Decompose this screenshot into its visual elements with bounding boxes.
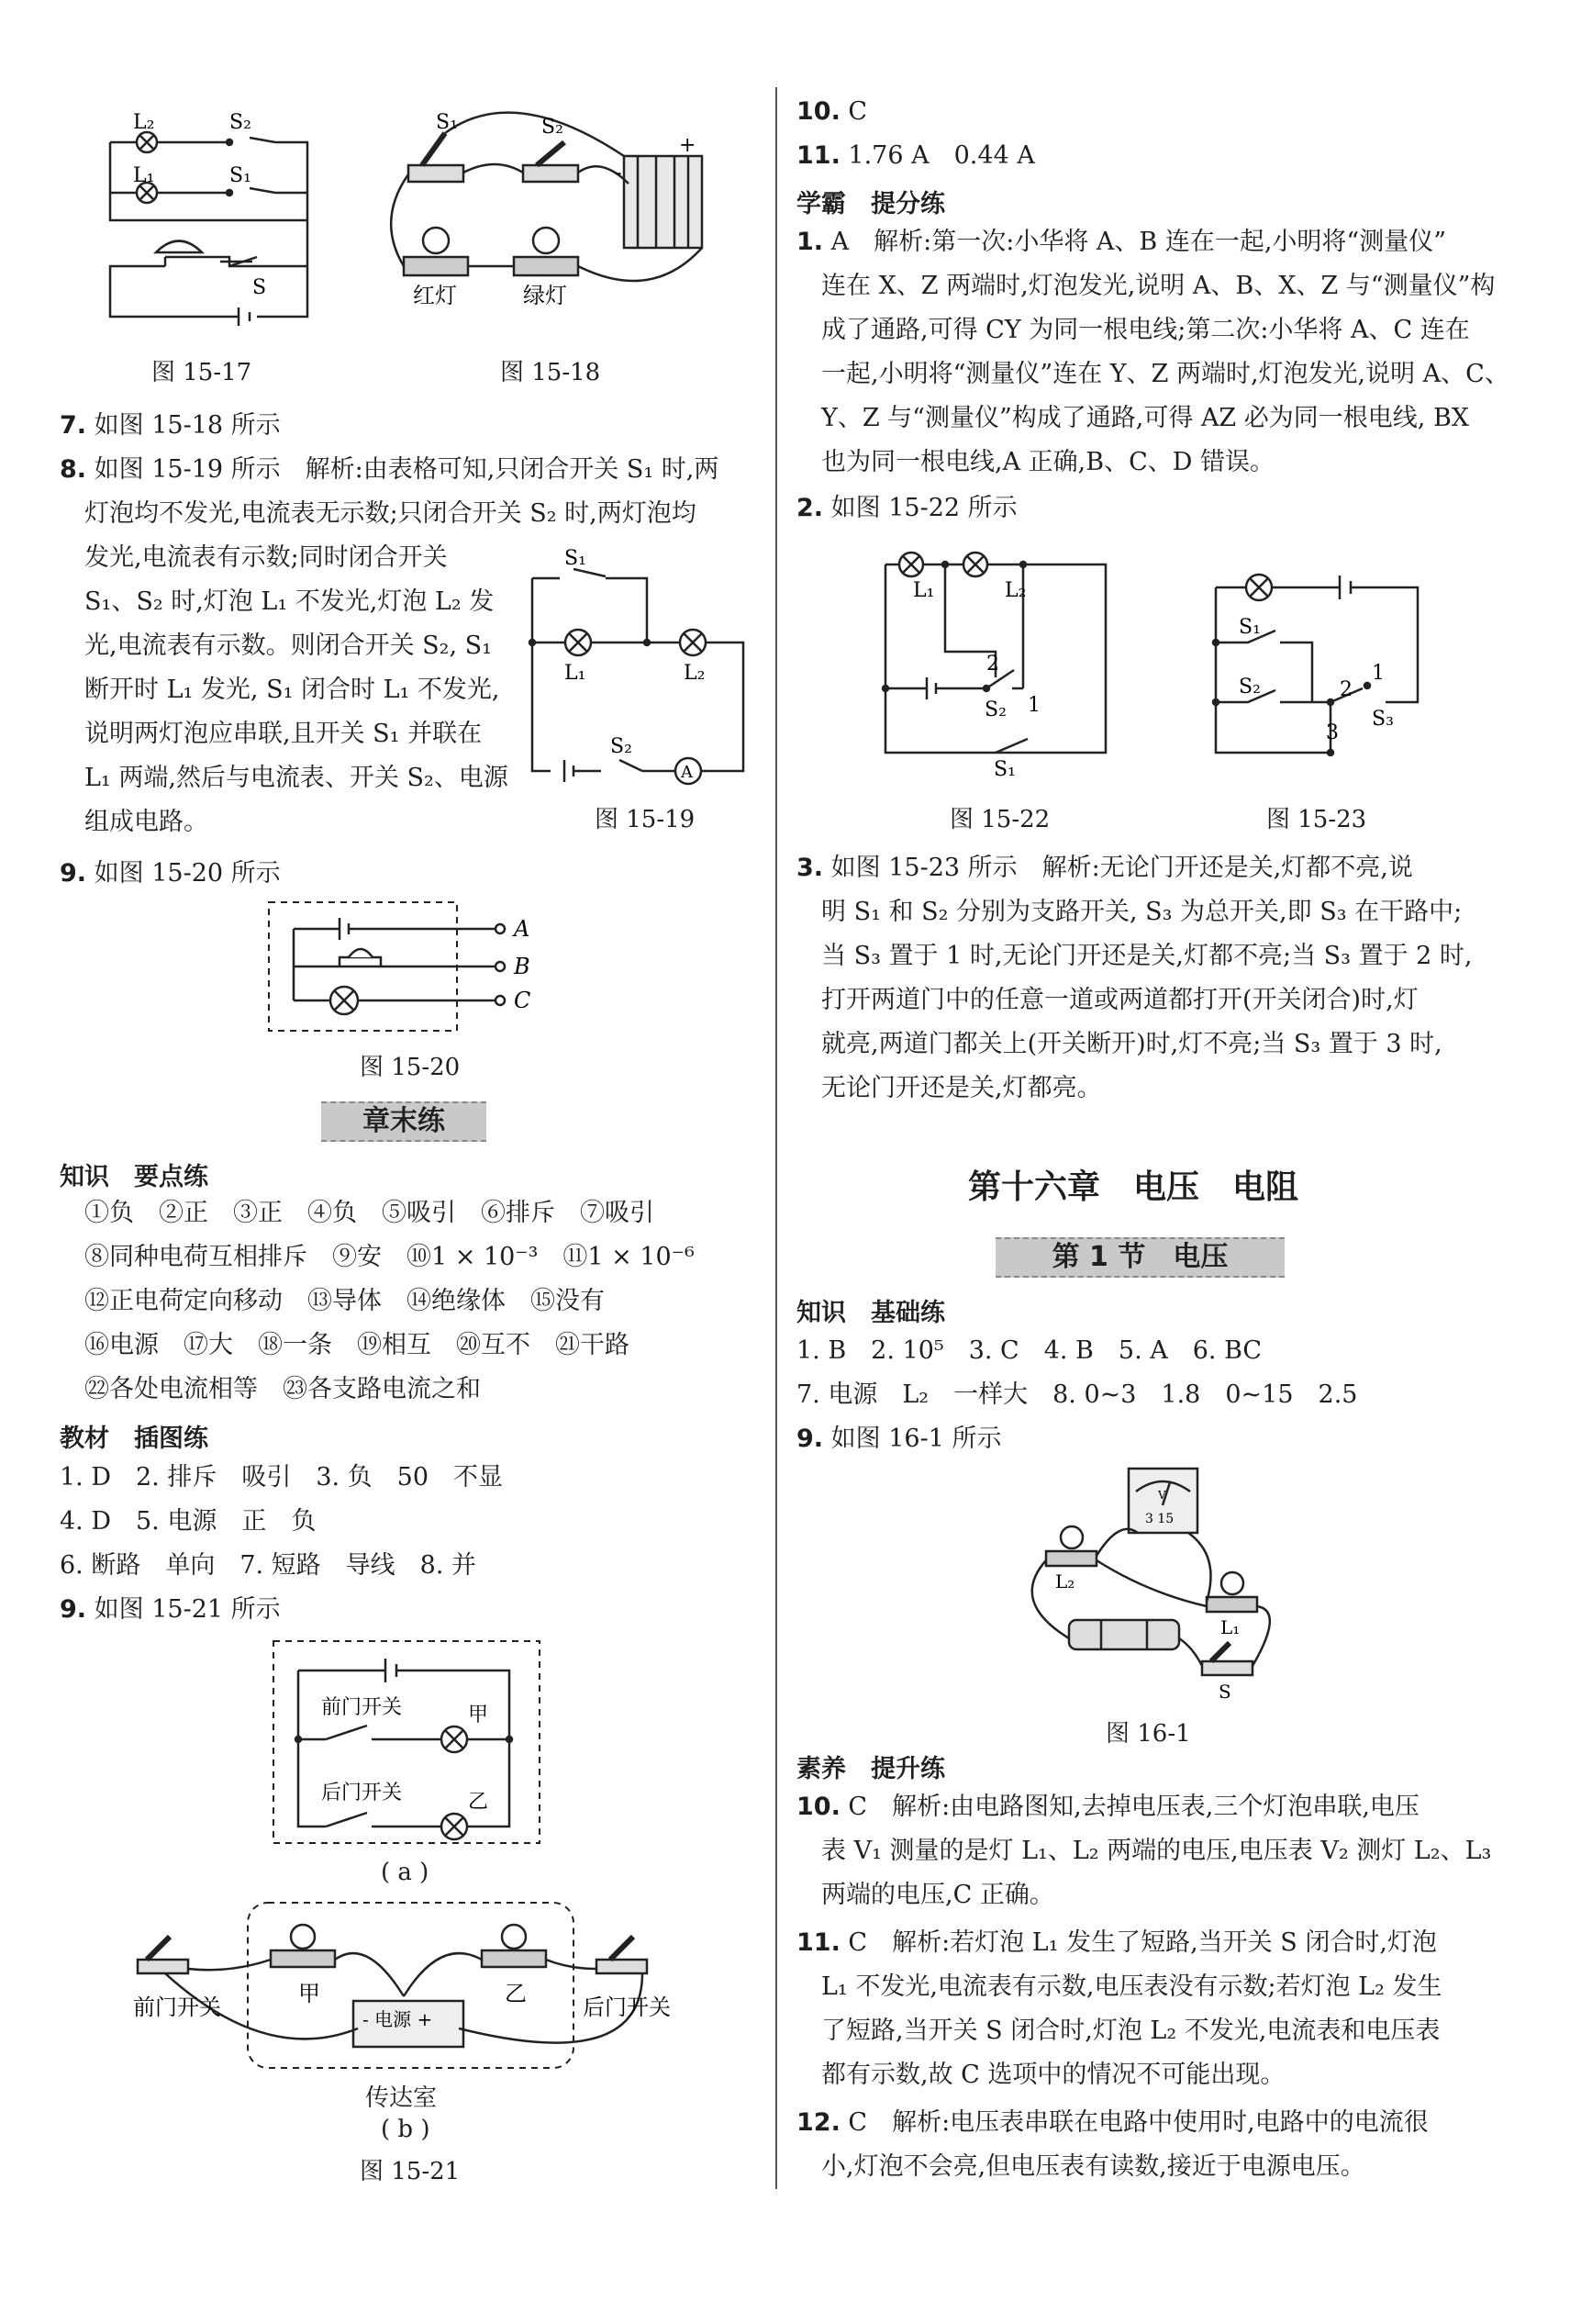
answer-r1-line: 也为同一根电线,A 正确,B、C、D 错误。 bbox=[821, 448, 1275, 476]
fig161-l2: L₂ bbox=[1055, 1570, 1075, 1592]
caption-15-21b-room: 传达室 bbox=[365, 2084, 438, 2112]
knowledge-line: ㉒各处电流相等 ㉓各支路电流之和 bbox=[84, 1375, 481, 1403]
answer-r1-line: 一起,小明将“测量仪”连在 Y、Z 两端时,灯泡发光,说明 A、C、 bbox=[821, 360, 1509, 388]
section-banner: 第 1 节 电压 bbox=[996, 1237, 1285, 1278]
answer-r3-line: 明 S₁ 和 S₂ 分别为支路开关, S₃ 为总开关,即 S₃ 在干路中; bbox=[821, 898, 1463, 926]
answer-r12-line: 小,灯泡不会亮,但电压表有读数,接近于电源电压。 bbox=[821, 2152, 1365, 2181]
answer-r12-first: 12. C 解析:电压表串联在电路中使用时,电路中的电流很 bbox=[796, 2108, 1429, 2137]
fig1517-s: S bbox=[252, 276, 267, 299]
fig1518-green: 绿灯 bbox=[523, 283, 567, 308]
figure-16-1-circuit bbox=[1009, 1464, 1285, 1707]
svg-text:+: + bbox=[679, 134, 696, 157]
fig1519-s1: S₁ bbox=[564, 547, 586, 570]
answer-r10-first: 10. C 解析:由电路图知,去掉电压表,三个灯泡串联,电压 bbox=[796, 1793, 1420, 1821]
textbook-line: 1. D 2. 排斥 吸引 3. 负 50 不显 bbox=[60, 1463, 504, 1492]
answer-11: 11. 1.76 A 0.44 A bbox=[796, 141, 1035, 170]
answer-8-first: 8. 如图 15-19 所示 解析:由表格可知,只闭合开关 S₁ 时,两 bbox=[60, 455, 719, 484]
basic-line: 7. 电源 L₂ 一样大 8. 0~3 1.8 0~15 2.5 bbox=[796, 1380, 1358, 1409]
figure-15-17-circuit bbox=[92, 101, 330, 340]
knowledge-line: ⑧同种电荷互相排斥 ⑨安 ⑩1 × 10⁻³ ⑪1 × 10⁻⁶ bbox=[84, 1243, 695, 1271]
caption-15-21a: ( a ) bbox=[381, 1859, 429, 1886]
answer-r11-first: 11. C 解析:若灯泡 L₁ 发生了短路,当开关 S 闭合时,灯泡 bbox=[796, 1928, 1437, 1957]
chapter-review-banner: 章末练 bbox=[321, 1101, 486, 1142]
answer-r2: 2. 如图 15-22 所示 bbox=[796, 494, 1018, 522]
fig1522-one: 1 bbox=[1028, 694, 1041, 717]
caption-15-23: 图 15-23 bbox=[1266, 806, 1367, 833]
textbook-line: 6. 断路 单向 7. 短路 导线 8. 并 bbox=[60, 1551, 477, 1580]
figure-15-18-circuit bbox=[376, 92, 734, 321]
caption-15-18: 图 15-18 bbox=[500, 359, 601, 386]
fig1523-two: 2 bbox=[1340, 678, 1353, 701]
answer-r9: 9. 如图 16-1 所示 bbox=[796, 1425, 1002, 1453]
fig1522-s2: S₂ bbox=[985, 698, 1007, 721]
figure-15-21a-circuit bbox=[271, 1638, 546, 1849]
fig1523-s3: S₃ bbox=[1372, 708, 1394, 731]
figure-15-23-circuit bbox=[1202, 564, 1441, 776]
answer-r1-line: Y、Z 与“测量仪”构成了通路,可得 AZ 必为同一根电线, BX bbox=[821, 404, 1470, 432]
textbook-line: 4. D 5. 电源 正 负 bbox=[60, 1507, 317, 1536]
fig161-s: S bbox=[1219, 1681, 1231, 1703]
fig1522-two: 2 bbox=[986, 653, 999, 676]
answer-10: 10. C bbox=[796, 97, 868, 126]
answer-r11-line: L₁ 不发光,电流表有示数,电压表没有示数;若灯泡 L₂ 发生 bbox=[821, 1972, 1442, 2001]
fig1522-l1: L₁ bbox=[913, 579, 935, 602]
fig1523-s2: S₂ bbox=[1239, 676, 1261, 698]
answer-9: 9. 如图 15-20 所示 bbox=[60, 859, 281, 888]
fig1522-s1: S₁ bbox=[994, 758, 1016, 780]
fig1522-l2: L₂ bbox=[1005, 579, 1027, 602]
answer-8-line: 发光,电流表有示数;同时闭合开关 bbox=[84, 543, 448, 572]
fig1521a-front: 前门开关 bbox=[321, 1696, 403, 1719]
answer-8-line: L₁ 两端,然后与电流表、开关 S₂、电源 bbox=[84, 764, 508, 792]
knowledge-line: ⑫正电荷定向移动 ⑬导体 ⑭绝缘体 ⑮没有 bbox=[84, 1287, 605, 1315]
section-xueba: 学霸 提分练 bbox=[796, 190, 945, 218]
fig1518-s1: S₁ bbox=[436, 111, 458, 134]
knowledge-line: ①负 ②正 ③正 ④负 ⑤吸引 ⑥排斥 ⑦吸引 bbox=[84, 1199, 654, 1227]
svg-text:-: - bbox=[615, 162, 622, 184]
fig1519-l2: L₂ bbox=[684, 662, 706, 685]
answer-r1-first: 1. A 解析:第一次:小华将 A、B 连在一起,小明将“测量仪” bbox=[796, 228, 1447, 256]
fig1523-three: 3 bbox=[1326, 721, 1339, 744]
answer-r3-line: 就亮,两道门都关上(开关断开)时,灯不亮;当 S₃ 置于 3 时, bbox=[821, 1030, 1442, 1058]
answer-r3-line: 当 S₃ 置于 1 时,无论门开还是关,灯都不亮;当 S₃ 置于 2 时, bbox=[821, 942, 1473, 970]
answer-r11-line: 都有示数,故 C 选项中的情况不可能出现。 bbox=[821, 2061, 1286, 2089]
figure-15-19-circuit bbox=[523, 542, 762, 789]
caption-15-21: 图 15-21 bbox=[360, 2158, 461, 2185]
answer-r3-first: 3. 如图 15-23 所示 解析:无论门开还是关,灯都不亮,说 bbox=[796, 854, 1413, 882]
basic-line: 1. B 2. 10⁵ 3. C 4. B 5. A 6. BC bbox=[796, 1336, 1263, 1365]
caption-15-20: 图 15-20 bbox=[360, 1054, 461, 1081]
fig1520-b: B bbox=[514, 954, 530, 979]
fig1520-c: C bbox=[514, 988, 531, 1013]
fig1521b-jia: 甲 bbox=[298, 1981, 320, 2006]
caption-15-21b: ( b ) bbox=[381, 2116, 430, 2143]
fig1517-l1: L₁ bbox=[133, 164, 155, 187]
section-knowledge: 知识 要点练 bbox=[60, 1163, 208, 1191]
answer-8-line: 组成电路。 bbox=[84, 808, 208, 836]
fig1521b-front: 前门开关 bbox=[133, 1994, 221, 2020]
caption-16-1: 图 16-1 bbox=[1106, 1720, 1191, 1748]
answer-8-line: 断开时 L₁ 发光, S₁ 闭合时 L₁ 不发光, bbox=[84, 676, 500, 704]
fig1517-l2: L₂ bbox=[133, 111, 155, 134]
section-textbook: 教材 插图练 bbox=[60, 1425, 208, 1453]
caption-15-22: 图 15-22 bbox=[950, 806, 1051, 833]
answer-7: 7. 如图 15-18 所示 bbox=[60, 411, 281, 440]
section-suyang: 素养 提升练 bbox=[796, 1755, 945, 1783]
fig1521a-back: 后门开关 bbox=[321, 1782, 403, 1804]
answer-8-line: 灯泡均不发光,电流表无示数;只闭合开关 S₂ 时,两灯泡均 bbox=[84, 499, 696, 528]
answer-8-line: 说明两灯泡应串联,且开关 S₁ 并联在 bbox=[84, 720, 483, 748]
answer-r1-line: 成了通路,可得 CY 为同一根电线;第二次:小华将 A、C 连在 bbox=[821, 316, 1470, 344]
fig161-l1: L₁ bbox=[1220, 1616, 1241, 1638]
fig1521b-power: - 电源 + bbox=[362, 2008, 433, 2030]
fig1517-s1: S₁ bbox=[229, 164, 251, 187]
chapter-title: 第十六章 电压 电阻 bbox=[968, 1168, 1299, 1206]
caption-15-19: 图 15-19 bbox=[595, 806, 696, 833]
answer-9b: 9. 如图 15-21 所示 bbox=[60, 1595, 281, 1624]
fig1521a-yi: 乙 bbox=[468, 1791, 489, 1814]
answer-r10-line: 表 V₁ 测量的是灯 L₁、L₂ 两端的电压,电压表 V₂ 测灯 L₂、L₃ bbox=[821, 1837, 1492, 1865]
figure-15-21b-circuit bbox=[128, 1900, 697, 2074]
fig1523-s1: S₁ bbox=[1239, 616, 1261, 639]
section-basic: 知识 基础练 bbox=[796, 1299, 945, 1327]
fig1521b-yi: 乙 bbox=[505, 1981, 527, 2006]
answer-r11-line: 了短路,当开关 S 闭合时,灯泡 L₂ 不发光,电流表和电压表 bbox=[821, 2017, 1441, 2045]
answer-r3-line: 打开两道门中的任意一道或两道都打开(开关闭合)时,灯 bbox=[821, 986, 1419, 1014]
fig1519-l1: L₁ bbox=[564, 662, 586, 685]
fig1521b-back: 后门开关 bbox=[583, 1994, 671, 2020]
answer-r3-line: 无论门开还是关,灯都亮。 bbox=[821, 1074, 1102, 1102]
fig1519-a: A bbox=[681, 763, 693, 782]
answer-r1-line: 连在 X、Z 两端时,灯泡发光,说明 A、B、X、Z 与“测量仪”构 bbox=[821, 272, 1496, 300]
fig1518-s2: S₂ bbox=[541, 116, 563, 139]
fig161-v: V bbox=[1158, 1489, 1166, 1502]
fig1519-s2: S₂ bbox=[610, 735, 632, 758]
fig1520-a: A bbox=[514, 916, 530, 942]
fig1521a-jia: 甲 bbox=[468, 1704, 489, 1726]
fig1517-s2: S₂ bbox=[229, 111, 251, 134]
fig161-meter: 3 15 bbox=[1145, 1512, 1175, 1526]
caption-15-17: 图 15-17 bbox=[151, 359, 252, 386]
figure-15-22-circuit bbox=[876, 542, 1133, 780]
column-divider bbox=[775, 87, 777, 2189]
answer-r10-line: 两端的电压,C 正确。 bbox=[821, 1881, 1054, 1909]
fig1523-one: 1 bbox=[1372, 662, 1385, 685]
answer-8-line: S₁、S₂ 时,灯泡 L₁ 不发光,灯泡 L₂ 发 bbox=[84, 587, 495, 616]
fig1518-red: 红灯 bbox=[413, 283, 457, 308]
knowledge-line: ⑯电源 ⑰大 ⑱一条 ⑲相互 ⑳互不 ㉑干路 bbox=[84, 1331, 629, 1359]
answer-8-line: 光,电流表有示数。则闭合开关 S₂, S₁ bbox=[84, 631, 492, 660]
figure-15-20-circuit bbox=[266, 899, 551, 1037]
